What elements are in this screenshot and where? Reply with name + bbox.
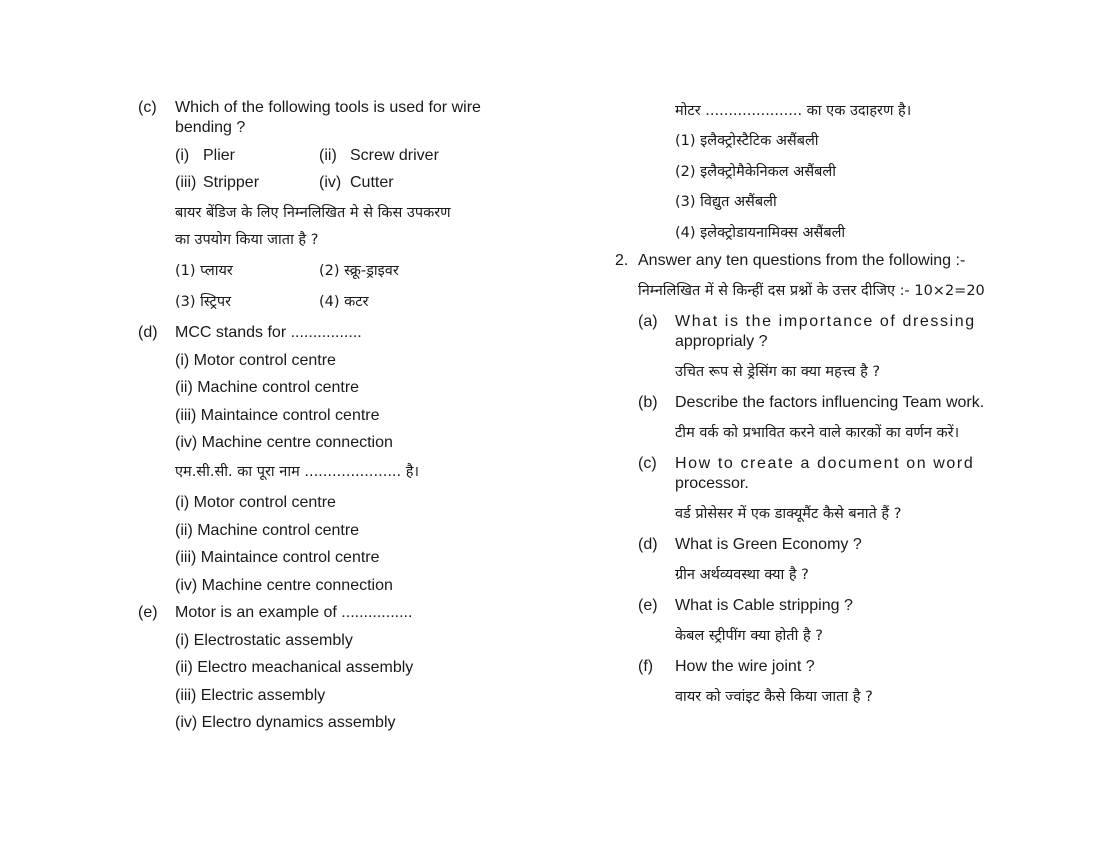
sub-question-label: (d): [638, 536, 658, 553]
sub-question-text: How to create a document on word: [675, 455, 975, 472]
sub-question-text: processor.: [675, 475, 749, 492]
sub-question-text: What is the importance of dressing: [675, 313, 976, 330]
hindi-option: (1) प्लायर: [175, 263, 233, 279]
option-text: Plier: [203, 147, 236, 164]
option-text: (iii) Maintaince control centre: [175, 407, 380, 424]
option-number: (ii): [319, 147, 337, 164]
sub-question-text: Describe the factors influencing Team work.: [675, 394, 985, 411]
question-text: Which of the following tools is used for wire: [175, 99, 481, 116]
hindi-sub-question: वर्ड प्रोसेसर में एक डाक्यूमैंट कैसे बनाते हैं ?: [675, 506, 902, 522]
option-text: (ii) Electro meachanical assembly: [175, 659, 414, 676]
option-text: (i) Motor control centre: [175, 352, 336, 369]
option-text: (i) Electrostatic assembly: [175, 632, 353, 649]
option-text: Cutter: [350, 174, 394, 191]
hindi-sub-question: वायर को ज्वांइट कैसे किया जाता है ?: [675, 689, 873, 705]
option-number: (iii): [175, 174, 197, 191]
sub-question-text: What is Green Economy ?: [675, 536, 862, 553]
hindi-sub-question: केबल स्ट्रीपींग क्या होती है ?: [675, 628, 823, 644]
sub-question-label: (b): [638, 394, 658, 411]
question-label: (d): [138, 324, 158, 341]
sub-question-label: (f): [638, 658, 654, 675]
sub-question-label: (a): [638, 313, 658, 330]
question-text: bending ?: [175, 119, 246, 136]
option-number: (iv): [319, 174, 342, 191]
sub-question-text: approprialy ?: [675, 333, 768, 350]
question-text: Answer any ten questions from the following :-: [638, 252, 966, 269]
option-text: Screw driver: [350, 147, 439, 164]
option-text: Stripper: [203, 174, 260, 191]
sub-question-label: (c): [638, 455, 657, 472]
option-text: (i) Motor control centre: [175, 494, 336, 511]
question-number: 2.: [615, 252, 629, 269]
hindi-option: (2) इलैक्ट्रोमैकेनिकल असैंबली: [675, 164, 836, 180]
hindi-question-text: निम्नलिखित में से किन्हीं दस प्रश्नों के उत्तर दीजिए :- 10×2=20: [638, 283, 985, 299]
sub-question-label: (e): [638, 597, 658, 614]
option-text: (ii) Machine control centre: [175, 379, 360, 396]
option-text: (iii) Electric assembly: [175, 687, 326, 704]
hindi-question-text: मोटर ..................... का एक उदाहरण है।: [675, 103, 912, 119]
hindi-option: (3) विद्युत असैंबली: [675, 194, 777, 210]
question-label: (e): [138, 604, 158, 621]
question-text: Motor is an example of ................: [175, 604, 413, 621]
hindi-option: (4) इलेक्ट्रोडायनामिक्स असैंबली: [675, 225, 846, 241]
question-text: MCC stands for ................: [175, 324, 362, 341]
option-text: (iii) Maintaince control centre: [175, 549, 380, 566]
option-number: (i): [175, 147, 190, 164]
hindi-question-text: का उपयोग किया जाता है ?: [175, 232, 319, 248]
hindi-option: (4) कटर: [319, 294, 369, 310]
hindi-sub-question: ग्रीन अर्थव्यवस्था क्या है ?: [675, 567, 809, 583]
option-text: (iv) Electro dynamics assembly: [175, 714, 396, 731]
question-label: (c): [138, 99, 157, 116]
option-text: (iv) Machine centre connection: [175, 434, 393, 451]
hindi-question-text: एम.सी.सी. का पूरा नाम ..................... है।: [175, 464, 419, 480]
hindi-question-text: बायर बेंडिज के लिए निम्नलिखित मे से किस उपकरण: [175, 205, 451, 221]
sub-question-text: How the wire joint ?: [675, 658, 815, 675]
hindi-sub-question: टीम वर्क को प्रभावित करने वाले कारकों का वर्णन करें।: [675, 425, 960, 441]
option-text: (ii) Machine control centre: [175, 522, 360, 539]
hindi-option: (3) स्ट्रिपर: [175, 294, 232, 310]
sub-question-text: What is Cable stripping ?: [675, 597, 853, 614]
hindi-option: (1) इलैक्ट्रोस्टैटिक असैंबली: [675, 133, 819, 149]
option-text: (iv) Machine centre connection: [175, 577, 393, 594]
hindi-option: (2) स्क्रू-ड्राइवर: [319, 263, 399, 279]
hindi-sub-question: उचित रूप से ड्रेसिंग का क्या महत्त्व है ?: [675, 364, 881, 380]
